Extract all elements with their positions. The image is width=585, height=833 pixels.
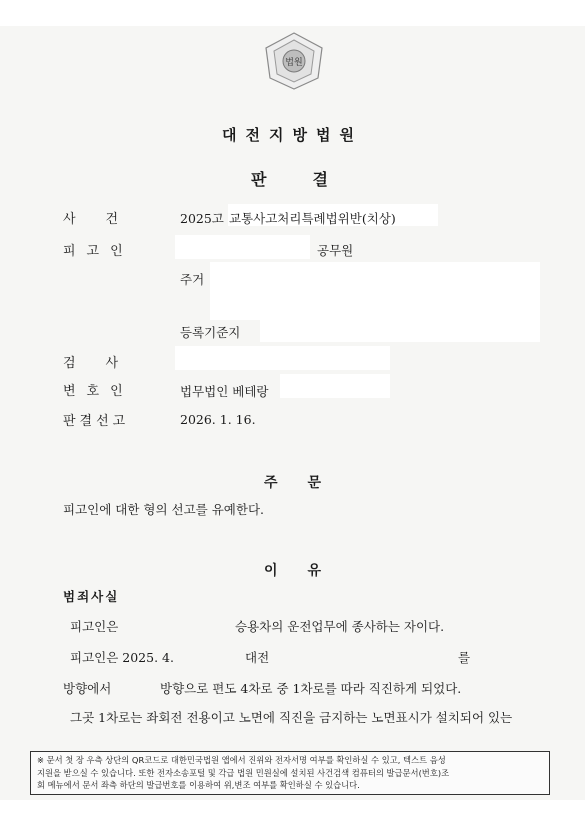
notice-line-3: 회 메뉴에서 문서 좌측 하단의 발급번호를 이용하여 위,변조 여부를 확인하실 수 있습니다. — [37, 780, 360, 790]
facts-line2-suffix: 를 — [458, 650, 471, 665]
case-number: 2025고 — [180, 211, 224, 226]
verification-notice — [30, 751, 550, 795]
redaction-bottom — [0, 800, 585, 833]
label-sentence-date: 판결선고 — [63, 414, 130, 429]
redaction-prosecutor — [175, 346, 390, 370]
facts-line2-middle: 대전 — [245, 650, 270, 665]
redaction-registered — [260, 318, 540, 342]
emblem-text: 법원 — [285, 58, 303, 68]
reasons-heading: 이유 — [263, 563, 352, 579]
label-prosecutor: 검사 — [63, 356, 149, 371]
disposition-heading: 주문 — [263, 475, 352, 491]
redaction-defendant — [175, 235, 310, 259]
disposition-text: 피고인에 대한 형의 선고를 유예한다. — [63, 502, 264, 517]
redaction-counsel — [280, 374, 390, 398]
redaction-address — [210, 262, 540, 320]
facts-line1-suffix: 승용차의 운전업무에 종사하는 자이다. — [235, 619, 445, 634]
facts-line2-prefix: 피고인은 2025. 4. — [70, 650, 174, 665]
facts-line3-prefix: 방향에서 — [63, 681, 112, 696]
crime-facts-heading: 범죄사실 — [63, 589, 120, 604]
label-case: 사건 — [63, 212, 149, 227]
notice-line-2: 지원을 받으실 수 있습니다. 또한 전자소송포털 및 각급 법원 민원실에 설치된 사건검색 컴퓨터의 발급문서(번호)조 — [37, 767, 450, 778]
court-name: 대전지방법원 — [222, 126, 363, 144]
facts-line3-suffix: 방향으로 편도 4차로 중 1차로를 따라 직진하게 되었다. — [160, 681, 462, 696]
sentence-date: 2026. 1. 16. — [180, 412, 256, 427]
case-title: 교통사고처리특례법위반(치상) — [229, 211, 396, 226]
address-label: 주거 — [180, 272, 205, 287]
document-title: 판결 — [251, 170, 374, 189]
notice-line-1: ※ 문서 첫 장 우측 상단의 QR코드로 대한민국법원 앱에서 진위와 전자서명 여부를 확인하실 수 있고, 텍스트 음성 — [37, 755, 446, 765]
label-defendant: 피고인 — [63, 244, 134, 259]
label-counsel: 변호인 — [63, 384, 134, 399]
facts-line1-prefix: 피고인은 — [70, 619, 119, 634]
counsel-name: 법무법인 베테랑 — [180, 384, 269, 399]
registered-residence-label: 등록기준지 — [180, 325, 241, 340]
defendant-occupation: 공무원 — [317, 243, 354, 258]
facts-line4: 그곳 1차로는 좌회전 전용이고 노면에 직진을 금지하는 노면표시가 설치되어 있는 — [70, 710, 513, 725]
court-emblem — [260, 30, 328, 92]
redaction-top — [0, 0, 585, 26]
